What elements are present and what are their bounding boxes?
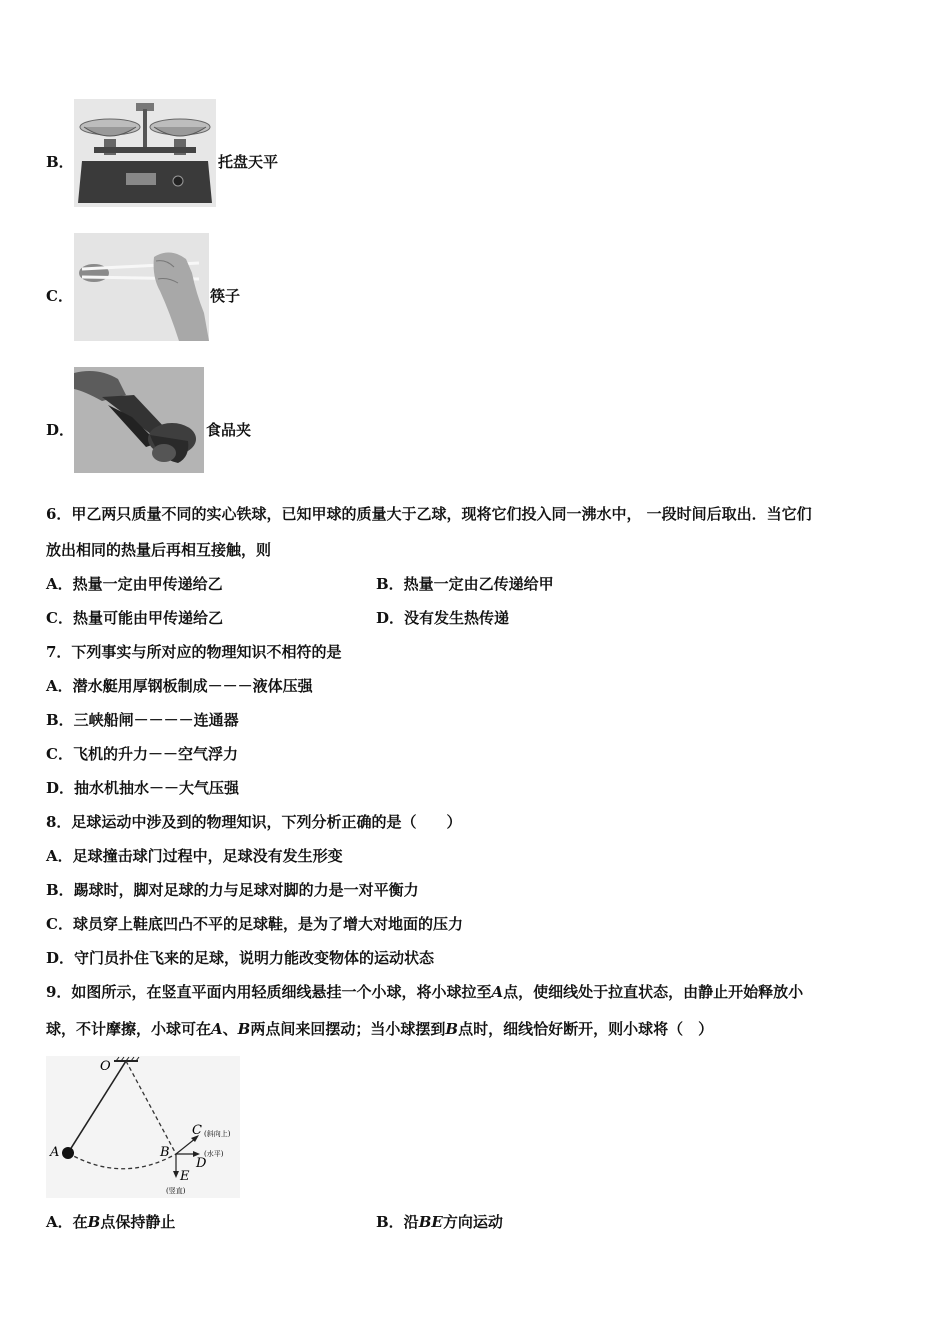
q6-option-d: D．没有发生热传递 [376,609,510,627]
q9-opt-a-post: 点保持静止 [100,1213,176,1231]
q9-opt-b-point: BE [418,1213,443,1231]
q9-line2-point-b: B [237,1020,251,1038]
option-b-label: B． [46,153,74,171]
q6-stem-line2: 放出相同的热量后再相互接触，则 [46,541,272,559]
fig-note-d: (水平) [204,1150,224,1158]
fig-label-d: D [196,1156,207,1171]
q6-stem-line1: 6．甲乙两只质量不同的实心铁球，已知甲球的质量大于乙球，现将它们投入同一沸水中， 一段时间后取出．当它们 [46,505,812,523]
fig-note-c: (斜向上) [204,1130,231,1138]
fig-label-a: A [50,1145,60,1160]
q9-opt-b-pre: B．沿 [376,1213,419,1231]
q9-stem-line2 [46,1019,713,1039]
fig-note-e: (竖直) [166,1187,186,1195]
q9-line1-text-a: 9．如图所示，在竖直平面内用轻质细线悬挂一个小球，将小球拉至 [46,983,492,1001]
q8-option-a: A．足球撞击球门过程中，足球没有发生形变 [46,847,343,865]
option-c-caption: 筷子 [210,287,241,305]
q9-option-a [46,1212,175,1232]
option-c-label: C． [46,287,73,305]
q7-option-b: B．三峡船闸－－－－连通器 [46,711,239,729]
q9-option-b [376,1212,503,1232]
q9-line2-point-a: A [211,1020,223,1038]
q8-option-b: B．踢球时，脚对足球的力与足球对脚的力是一对平衡力 [46,881,419,899]
q6-option-c: C．热量可能由甲传递给乙 [46,609,223,627]
q9-line2-sep: 、 [222,1020,238,1038]
food-tongs-image [74,367,204,473]
fig-label-c: C [192,1123,202,1138]
balance-image [74,99,216,207]
q8-option-d: D．守门员扑住飞来的足球，说明力能改变物体的运动状态 [46,949,435,967]
q9-stem-line1 [46,982,803,1002]
option-d-label: D． [46,421,75,439]
q9-opt-a-point: B [87,1213,101,1231]
q9-opt-b-post: 方向运动 [442,1213,503,1231]
q8-stem: 8．足球运动中涉及到的物理知识，下列分析正确的是（ ） [46,813,462,831]
option-d-caption: 食品夹 [206,421,252,439]
pendulum-figure [46,1056,240,1198]
q8-option-c: C．球员穿上鞋底凹凸不平的足球鞋，是为了增大对地面的压力 [46,915,463,933]
q9-opt-a-pre: A．在 [46,1213,88,1231]
q9-line1-point-a: A [491,983,504,1001]
fig-label-b: B [160,1145,170,1160]
q6-option-b: B．热量一定由乙传递给甲 [376,575,554,593]
q9-line2-point-b2: B [445,1020,459,1038]
q9-line2-text-b: 两点间来回摆动；当小球摆到 [250,1020,446,1038]
q9-line2-text-a: 球，不计摩擦，小球可在 [46,1020,212,1038]
option-b-caption: 托盘天平 [218,153,279,171]
fig-label-e: E [180,1169,190,1184]
q7-option-a: A．潜水艇用厚钢板制成－－－液体压强 [46,677,313,695]
chopsticks-image [74,233,209,341]
q9-line1-text-b: 点，使细线处于拉直状态，由静止开始释放小 [503,983,804,1001]
q9-line2-text-c: 点时，细线恰好断开，则小球将（ ） [458,1020,714,1038]
q7-stem: 7．下列事实与所对应的物理知识不相符的是 [46,643,342,661]
q6-option-a: A．热量一定由甲传递给乙 [46,575,223,593]
q7-option-d: D．抽水机抽水－－大气压强 [46,779,240,797]
q7-option-c: C．飞机的升力－－空气浮力 [46,745,238,763]
fig-label-o: O [100,1059,111,1074]
